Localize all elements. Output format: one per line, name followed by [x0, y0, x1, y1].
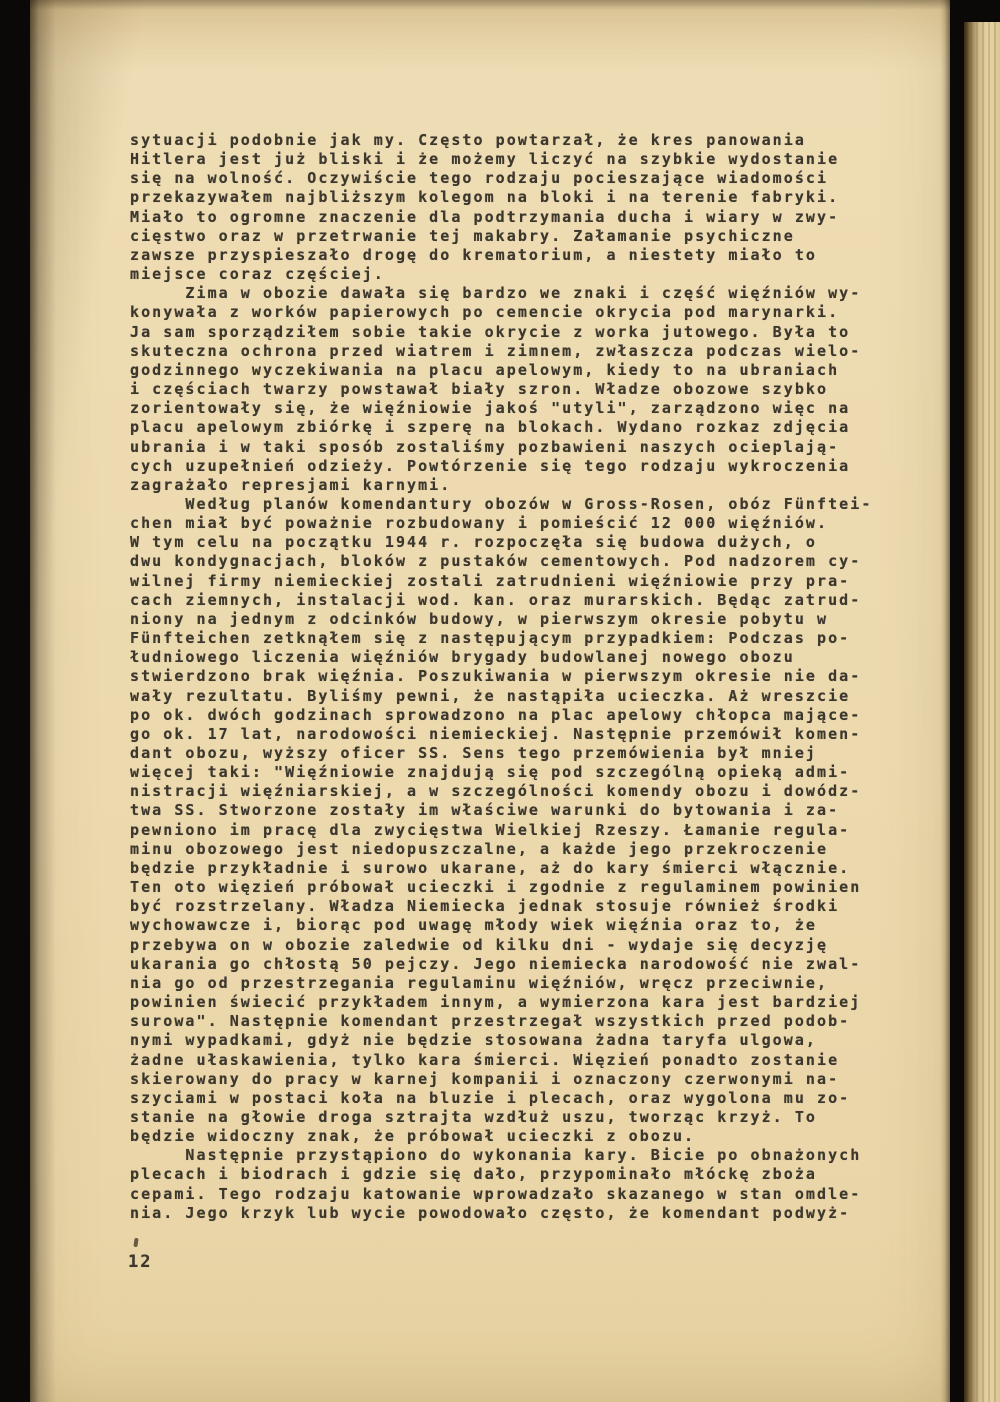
paragraph: [130, 495, 910, 1146]
text-line: wilnej firmy niemieckiej zostali zatrudnieni więźniowie przy pra-: [130, 571, 851, 590]
text-line: cych uzupełnień odzieży. Powtórzenie się tego rodzaju wykroczenia: [130, 456, 851, 475]
page-number: 12: [128, 1252, 153, 1272]
text-line: nistracji więźniarskiej, a w szczególności komendy obozu i dowódz-: [130, 782, 862, 801]
text-line: niony na jednym z odcinków budowy, w pierwszym okresie pobytu w: [130, 609, 829, 628]
text-line: nia go od przestrzegania regulaminu więźniów, wręcz przeciwnie,: [130, 973, 829, 992]
text-line: cięstwo oraz w przetrwanie tej makabry. Załamanie psychiczne: [130, 226, 795, 245]
text-line: zorientowały się, że więźniowie jakoś "utyli", zarządzono więc na: [130, 399, 851, 418]
text-line: będzie widoczny znak, że próbował ucieczki z obozu.: [130, 1127, 696, 1146]
next-page-edge: [964, 22, 1000, 1402]
text-line: stwierdzono brak więźnia. Poszukiwania w pierwszym okresie nie da-: [130, 667, 862, 686]
paragraph: [130, 284, 910, 495]
paragraph: [130, 1146, 910, 1223]
text-line: Według planów komendantury obozów w Gross-Rosen, obóz Fünftei-: [130, 494, 873, 513]
text-line: twa SS. Stworzone zostały im właściwe warunki do bytowania i za-: [130, 801, 840, 820]
text-line: W tym celu na początku 1944 r. rozpoczęła się budowa dużych, o: [130, 533, 818, 552]
page-binding-shadow: [30, 0, 56, 1402]
text-line: zagrażało represjami karnymi.: [130, 475, 452, 494]
text-line: godzinnego wyczekiwania na placu apelowym, kiedy to na ubraniach: [130, 360, 840, 379]
scanned-page: [30, 0, 950, 1402]
text-line: zawsze przyspieszało drogę do krematorium, a niestety miało to: [130, 245, 818, 264]
page-right-edge: [940, 0, 950, 1402]
text-line: dant obozu, wyższy oficer SS. Sens tego przemówienia był mniej: [130, 744, 818, 762]
text-line: dwu kondygnacjach, bloków z pustaków cementowych. Pod nadzorem cy-: [130, 552, 862, 571]
text-line: nymi wypadkami, gdyż nie będzie stosowana żadna taryfa ulgowa,: [130, 1031, 818, 1050]
text-line: i częściach twarzy powstawał biały szron. Władze obozowe szybko: [130, 380, 829, 399]
text-line: Fünfteichen zetknąłem się z następującym przypadkiem: Podczas po-: [130, 629, 851, 648]
text-line: nia. Jego krzyk lub wycie powodowało często, że komendant podwyż-: [130, 1203, 851, 1222]
text-line: żadne ułaskawienia, tylko kara śmierci. Więzień ponadto zostanie: [130, 1050, 840, 1069]
paragraph: [130, 131, 910, 284]
text-line: powinien świecić przykładem innym, a wymierzona kara jest bardziej: [130, 993, 862, 1012]
text-line: się na wolność. Oczywiście tego rodzaju pocieszające wiadomości: [130, 169, 829, 188]
text-line: przekazywałem najbliższym kolegom na bloki i na terenie fabryki.: [130, 188, 840, 207]
text-line: stanie na głowie droga sztrajta wzdłuż uszu, tworząc krzyż. To: [130, 1107, 818, 1126]
page-top-edge: [30, 0, 950, 10]
text-line: skierowany do pracy w karnej kompanii i oznaczony czerwonymi na-: [130, 1069, 840, 1088]
text-line: ukarania go chłostą 50 pejczy. Jego niemiecka narodowość nie zwal-: [130, 954, 862, 973]
text-line: Następnie przystąpiono do wykonania kary. Bicie po obnażonych: [130, 1146, 862, 1165]
text-line: Zima w obozie dawała się bardzo we znaki i część więźniów wy-: [130, 284, 862, 303]
text-line: pewniono im pracę dla zwycięstwa Wielkiej Rzeszy. Łamanie regula-: [130, 820, 851, 839]
text-line: Miało to ogromne znaczenie dla podtrzymania ducha i wiary w zwy-: [130, 207, 840, 226]
text-line: być rozstrzelany. Władza Niemiecka jednak stosuje również środki: [130, 897, 840, 916]
ink-speck: [133, 1238, 138, 1247]
text-line: ubrania i w taki sposób zostaliśmy pozbawieni naszych ocieplają-: [130, 437, 840, 456]
text-line: skuteczna ochrona przed wiatrem i zimnem, zwłaszcza podczas wielo-: [130, 341, 862, 360]
text-line: sytuacji podobnie jak my. Często powtarzał, że kres panowania: [130, 131, 806, 149]
text-line: wały rezultatu. Byliśmy pewni, że nastąpiła ucieczka. Aż wreszcie: [130, 686, 851, 705]
text-line: plecach i biodrach i gdzie się dało, przypominało młóckę zboża: [130, 1165, 818, 1184]
text-line: Ten oto więzień próbował ucieczki i zgodnie z regulaminem powinien: [130, 878, 862, 897]
text-line: go ok. 17 lat, narodowości niemieckiej. Następnie przemówił komen-: [130, 724, 862, 743]
text-line: wychowawcze i, biorąc pod uwagę młody wiek więźnia oraz to, że: [130, 916, 818, 935]
text-line: minu obozowego jest niedopuszczalne, a każde jego przekroczenie: [130, 839, 829, 858]
text-line: po ok. dwóch godzinach sprowadzono na plac apelowy chłopca mające-: [130, 705, 862, 724]
text-line: łudniowego liczenia więźniów brygady budowlanej nowego obozu: [130, 648, 795, 667]
text-line: konywała z worków papierowych po cemencie okrycia pod marynarki.: [130, 303, 840, 322]
text-line: szyciami w postaci koła na bluzie i plecach, oraz wygolona mu zo-: [130, 1088, 851, 1107]
text-line: więcej taki: "Więźniowie znajdują się pod szczególną opieką admi-: [130, 763, 851, 782]
text-line: Hitlera jest już bliski i że możemy liczyć na szybkie wydostanie: [130, 150, 840, 169]
text-line: miejsce coraz częściej.: [130, 265, 385, 284]
text-line: przebywa on w obozie zaledwie od kilku dni - wydaje się decyzję: [130, 935, 829, 954]
text-line: cepami. Tego rodzaju katowanie wprowadzało skazanego w stan omdle-: [130, 1184, 862, 1203]
text-line: chen miał być poważnie rozbudowany i pomieścić 12 000 więźniów.: [130, 514, 829, 533]
text-line: będzie przykładnie i surowo ukarane, aż do kary śmierci włącznie.: [130, 858, 851, 877]
page-text: [130, 131, 910, 1223]
text-line: cach ziemnych, instalacji wod. kan. oraz murarskich. Będąc zatrud-: [130, 590, 862, 609]
text-line: placu apelowym zbiórkę i szperę na blokach. Wydano rozkaz zdjęcia: [130, 418, 851, 437]
text-line: surowa". Następnie komendant przestrzegał wszystkich przed podob-: [130, 1012, 851, 1031]
text-line: Ja sam sporządziłem sobie takie okrycie z worka jutowego. Była to: [130, 322, 851, 341]
